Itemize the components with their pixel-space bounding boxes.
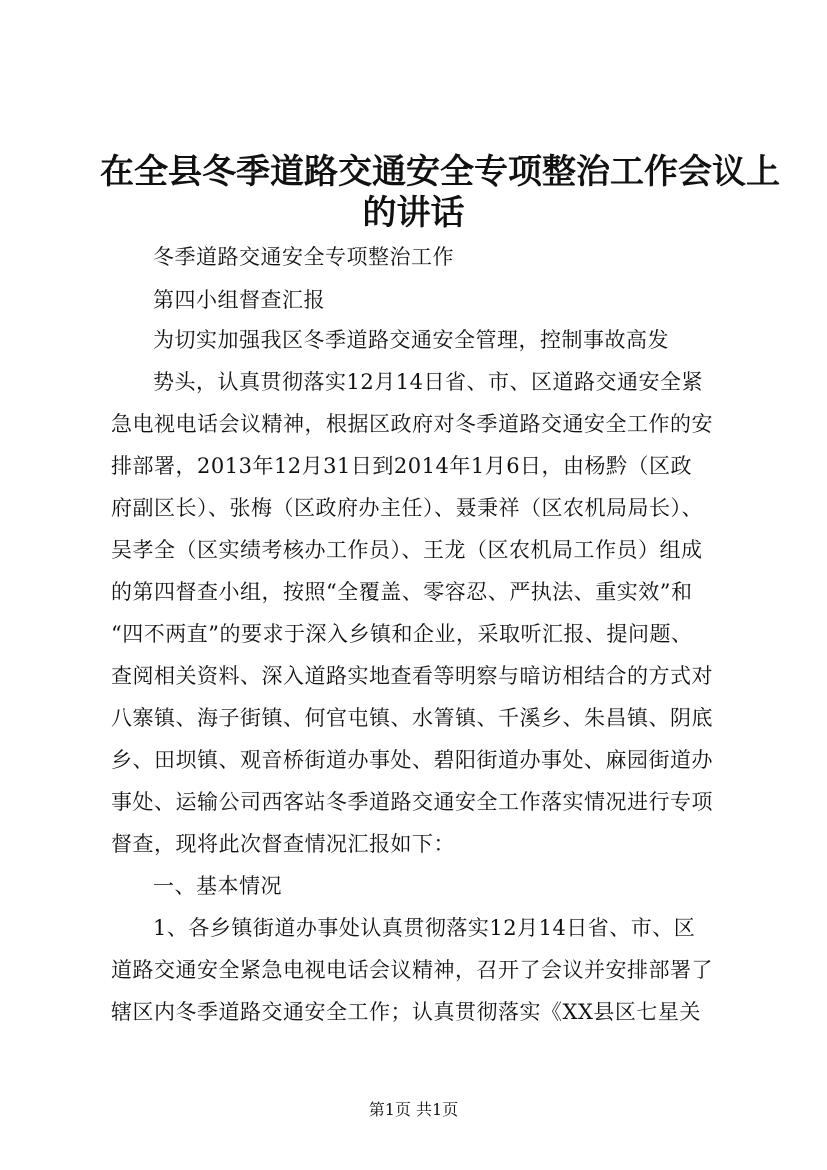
paragraph-line: 府副区长）、张梅（区政府办主任）、聂秉祥（区农机局局长）、 bbox=[111, 496, 703, 520]
subtitle-line: 冬季道路交通安全专项整治工作 bbox=[153, 245, 454, 269]
paragraph-line: 1、各乡镇街道办事处认真贯彻落实12月14日省、市、区 bbox=[153, 916, 696, 940]
paragraph-line: 排部署，2013年12月31日到2014年1月6日，由杨黔（区政 bbox=[111, 454, 693, 478]
paragraph-line: 的第四督查小组，按照“全覆盖、零容忍、严执法、重实效”和 bbox=[111, 580, 693, 604]
paragraph-line: “四不两直”的要求于深入乡镇和企业，采取听汇报、提问题、 bbox=[111, 622, 693, 646]
section-heading: 一、基本情况 bbox=[153, 874, 282, 898]
page-number-footer: 第1页 共1页 bbox=[368, 1100, 459, 1119]
paragraph-line: 查阅相关资料、深入道路实地查看等明察与暗访相结合的方式对 bbox=[111, 664, 713, 688]
document-title-line-2: 的讲话 bbox=[362, 193, 465, 233]
paragraph-line: 急电视电话会议精神，根据区政府对冬季道路交通安全工作的安 bbox=[111, 412, 713, 436]
paragraph-line: 八寨镇、海子街镇、何官屯镇、水箐镇、千溪乡、朱昌镇、阴底 bbox=[111, 706, 713, 730]
paragraph-line: 吴孝全（区实绩考核办工作员）、王龙（区农机局工作员）组成 bbox=[111, 538, 703, 562]
paragraph-line: 为切实加强我区冬季道路交通安全管理，控制事故高发 bbox=[153, 328, 669, 352]
paragraph-line: 道路交通安全紧急电视电话会议精神，召开了会议并安排部署了 bbox=[111, 958, 713, 982]
subtitle-line: 第四小组督查汇报 bbox=[153, 288, 325, 312]
paragraph-line: 督查，现将此次督查情况汇报如下： bbox=[111, 832, 455, 856]
paragraph-line: 势头，认真贯彻落实12月14日省、市、区道路交通安全紧 bbox=[153, 370, 703, 394]
paragraph-line: 辖区内冬季道路交通安全工作；认真贯彻落实《XX县区七星关 bbox=[111, 1000, 701, 1024]
document-title-line-1: 在全县冬季道路交通安全专项整治工作会议上 bbox=[100, 152, 780, 192]
paragraph-line: 事处、运输公司西客站冬季道路交通安全工作落实情况进行专项 bbox=[111, 790, 713, 814]
paragraph-line: 乡、田坝镇、观音桥街道办事处、碧阳街道办事处、麻园街道办 bbox=[111, 748, 713, 772]
